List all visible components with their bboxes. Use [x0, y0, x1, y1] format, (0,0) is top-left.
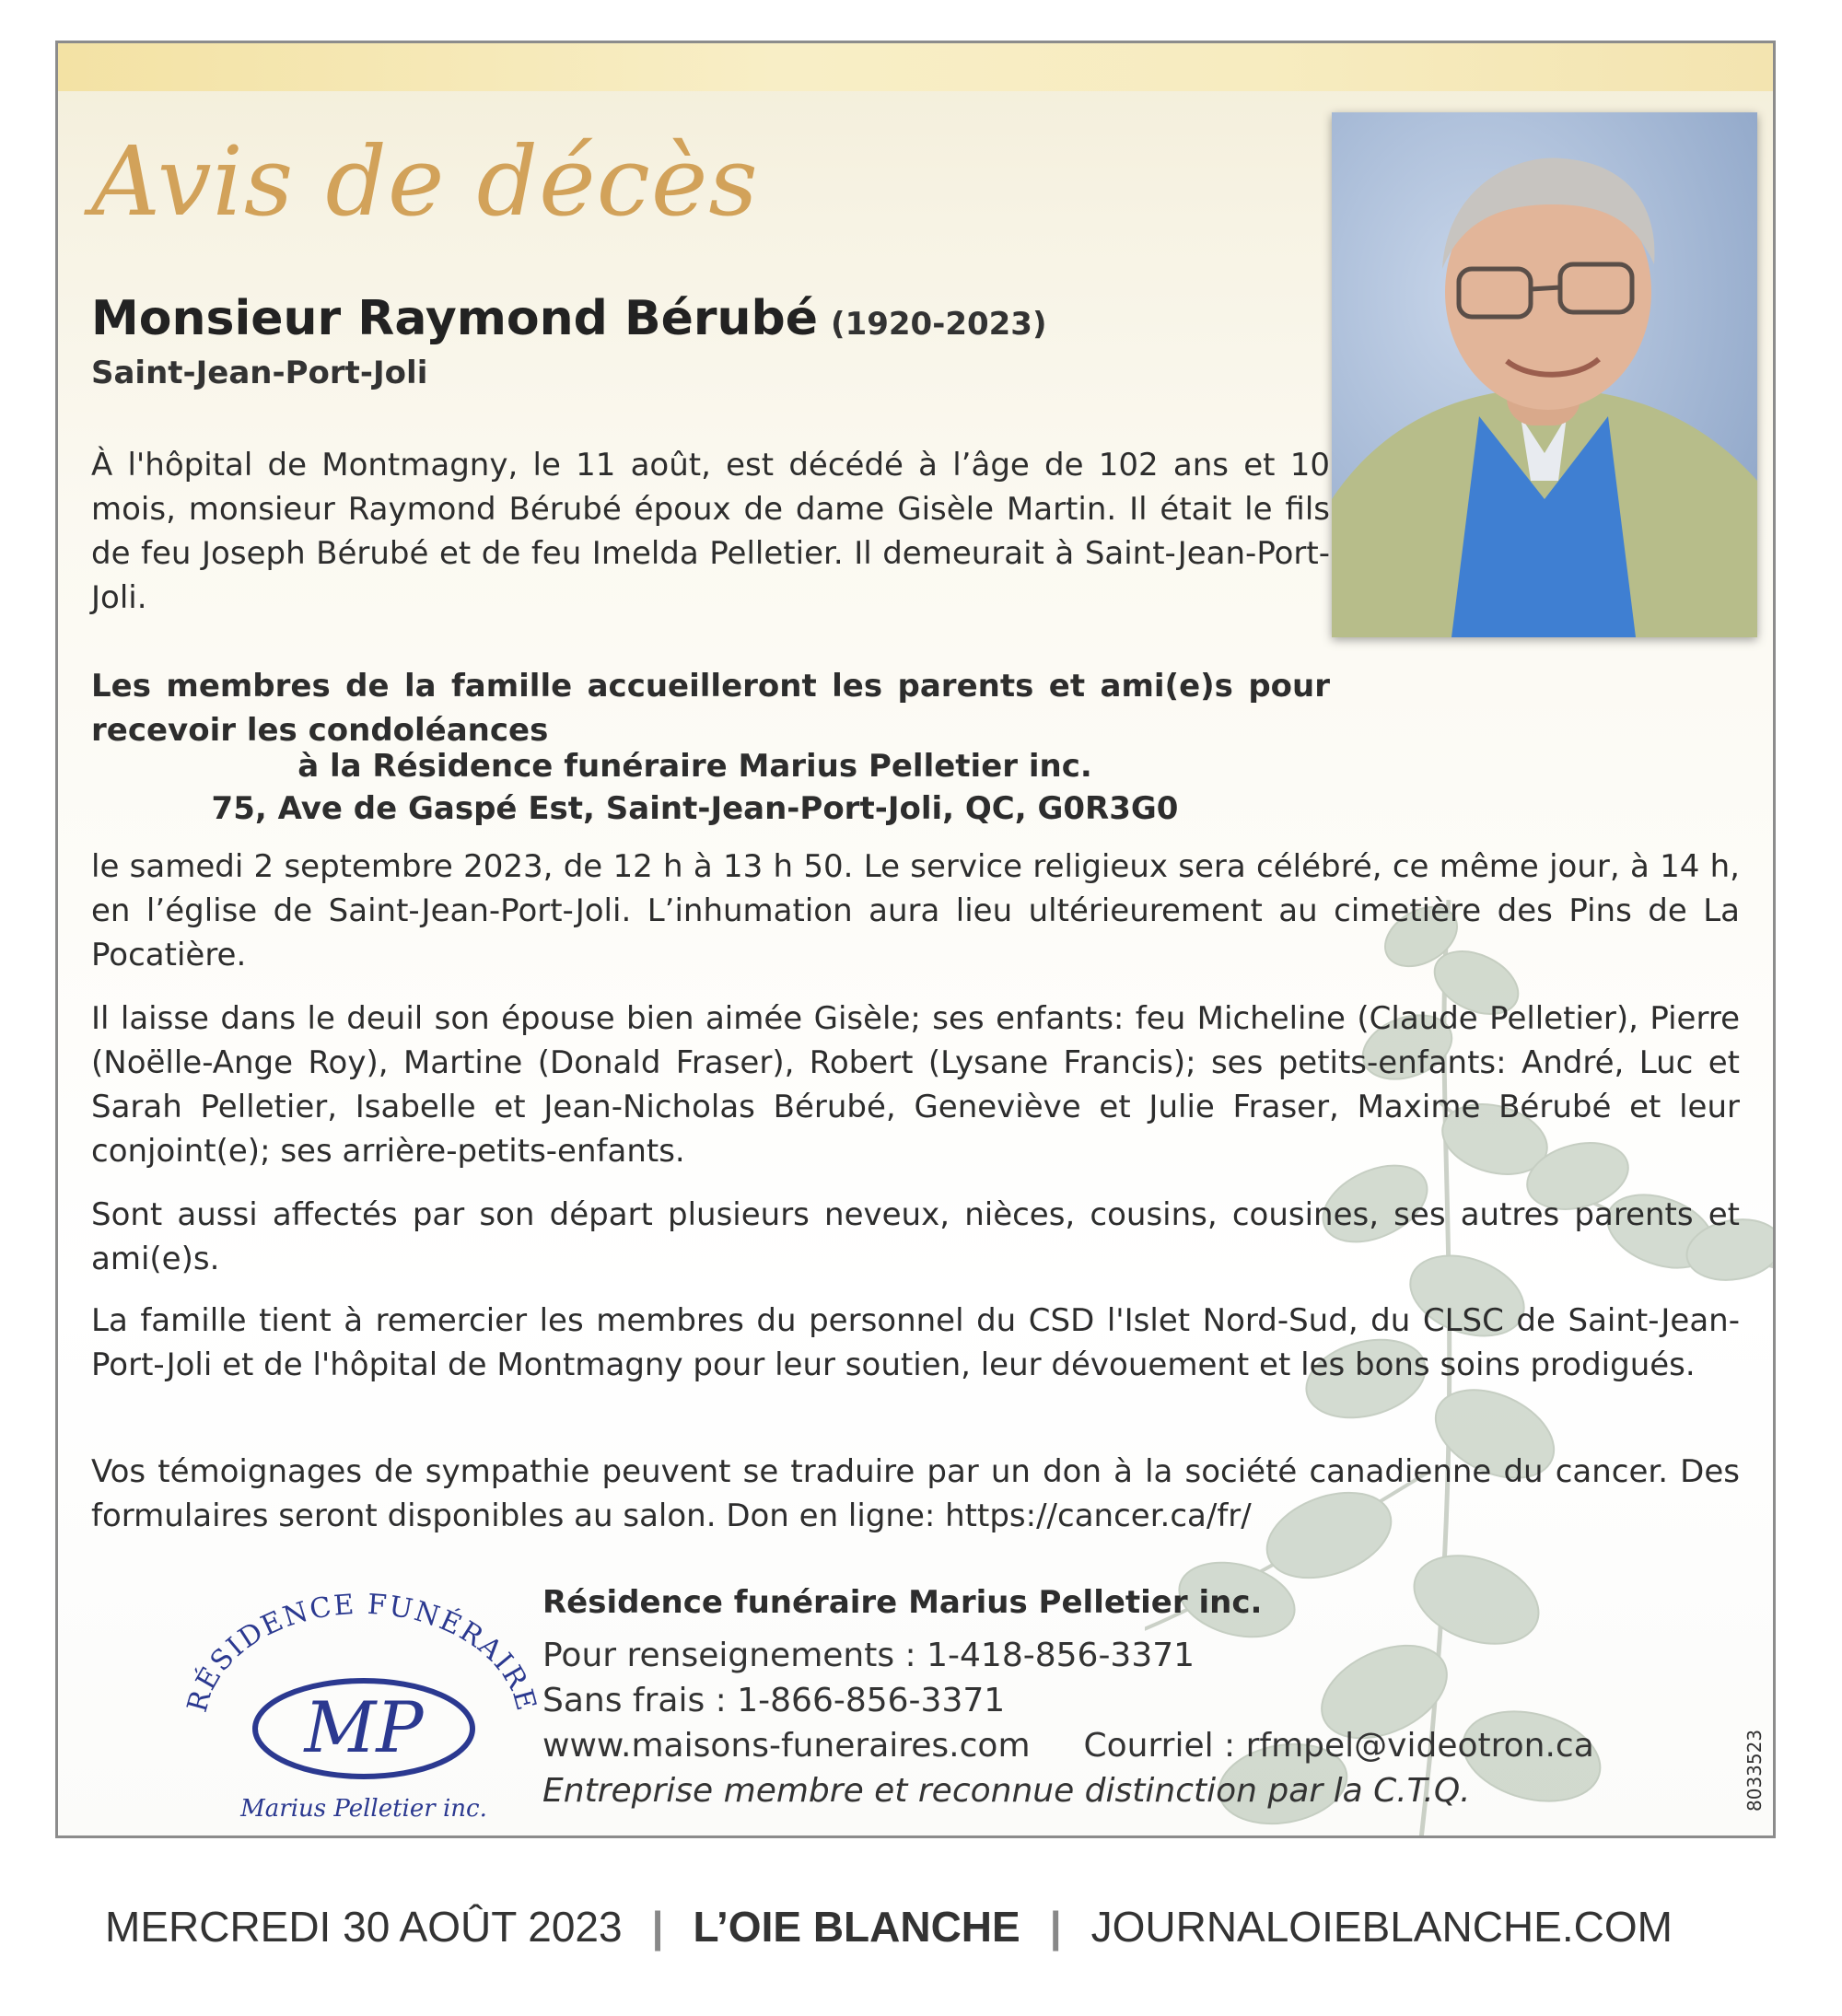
visitation-intro-paragraph [91, 664, 1330, 752]
logo-monogram: MP [304, 1686, 424, 1768]
logo-bottom-text: Marius Pelletier inc. [240, 1795, 487, 1823]
deceased-portrait [1332, 112, 1757, 637]
footer-separator: | [651, 1903, 664, 1951]
also-affected-paragraph: Sont aussi affectés par son départ plusieurs neveux, nièces, cousins, cousines, ses autres parents et ami(e)s. [91, 1196, 1740, 1277]
newspaper-footer [105, 1901, 1673, 1952]
venue-address: 75, Ave de Gaspé Est, Saint-Jean-Port-Joli, QC, G0R3G0 [211, 790, 1179, 827]
donations-paragraph: Vos témoignages de sympathie peuvent se traduire par un don à la société canadienne du cancer. Des formulaires seront disponibles au salon. Don en ligne: https://cancer.ca/fr/ [91, 1453, 1740, 1534]
info-phone-line: Pour renseignements : 1-418-856-3371 [542, 1637, 1195, 1674]
death-announcement-paragraph: À l'hôpital de Montmagny, le 11 août, est décédé à l’âge de 102 ans et 10 mois, monsieur Raymond Bérubé époux de dame Gisèle Martin. Il était le fils de feu Joseph Bérubé et de feu Imelda Pelletier. Il demeurait à Saint-Jean-Port-Joli. [91, 447, 1330, 616]
notice-script-title: Avis de décès [91, 125, 759, 238]
deceased-name-line [91, 287, 1047, 361]
visitation-intro-text: Les membres de la famille accueilleront les parents et ami(e)s pour recevoir les condoléances [91, 668, 1330, 749]
publication-date: MERCREDI 30 AOÛT 2023 [105, 1903, 623, 1951]
web-email-line [542, 1723, 1594, 1768]
gold-top-band [58, 43, 1773, 91]
ad-code: 8033523 [1743, 1729, 1766, 1812]
venue-block [58, 745, 1332, 830]
website-link[interactable]: www.maisons-funeraires.com [542, 1727, 1031, 1765]
deceased-name: Monsieur Raymond Bérubé [91, 291, 819, 346]
funeral-home-logo [150, 1586, 574, 1835]
ctq-distinction-line: Entreprise membre et reconnue distinction par la C.T.Q. [542, 1772, 1471, 1810]
venue-name: à la Résidence funéraire Marius Pelletier inc. [297, 748, 1092, 785]
email-line[interactable]: Courriel : rfmpel@videotron.ca [1083, 1727, 1594, 1765]
survivors-paragraph: Il laisse dans le deuil son épouse bien aimée Gisèle; ses enfants: feu Micheline (Claude Pelletier), Pierre (Noëlle-Ange Roy), Martine (Donald Fraser), Robert (Lysane Francis); ses petits-enfants: André, Luc et Sarah Pelletier, Isabelle et Jean-Nicholas Bérubé, Geneviève et Julie Fraser, Maxime Bérubé et leur conjoint(e); ses arrière-petits-enfants. [91, 1000, 1740, 1170]
newspaper-brand: L’OIE BLANCHE [693, 1903, 1020, 1951]
funeral-home-name: Résidence funéraire Marius Pelletier inc. [542, 1584, 1263, 1621]
funeral-home-contact [542, 1579, 1594, 1813]
life-years: (1920-2023) [831, 306, 1047, 343]
thanks-paragraph: La famille tient à remercier les membres du personnel du CSD l'Islet Nord-Sud, du CLSC de Saint-Jean-Port-Joli et de l'hôpital de Montmagny pour leur soutien, leur dévouement et les bons soins prodigués. [91, 1302, 1740, 1383]
footer-separator: | [1049, 1903, 1062, 1951]
newspaper-website: JOURNALOIEBLANCHE.COM [1090, 1903, 1673, 1951]
death-notice [55, 41, 1776, 1838]
logo-arc-text: RÉSIDENCE FUNÉRAIRE [181, 1588, 543, 1716]
tollfree-phone-line: Sans frais : 1-866-856-3371 [542, 1682, 1006, 1719]
deceased-hometown: Saint-Jean-Port-Joli [91, 355, 428, 391]
service-details-paragraph: le samedi 2 septembre 2023, de 12 h à 13 h 50. Le service religieux sera célébré, ce même jour, à 14 h, en l’église de Saint-Jean-Port-Joli. L’inhumation aura lieu ultérieurement au cimetière des Pins de La Pocatière. [91, 848, 1740, 973]
